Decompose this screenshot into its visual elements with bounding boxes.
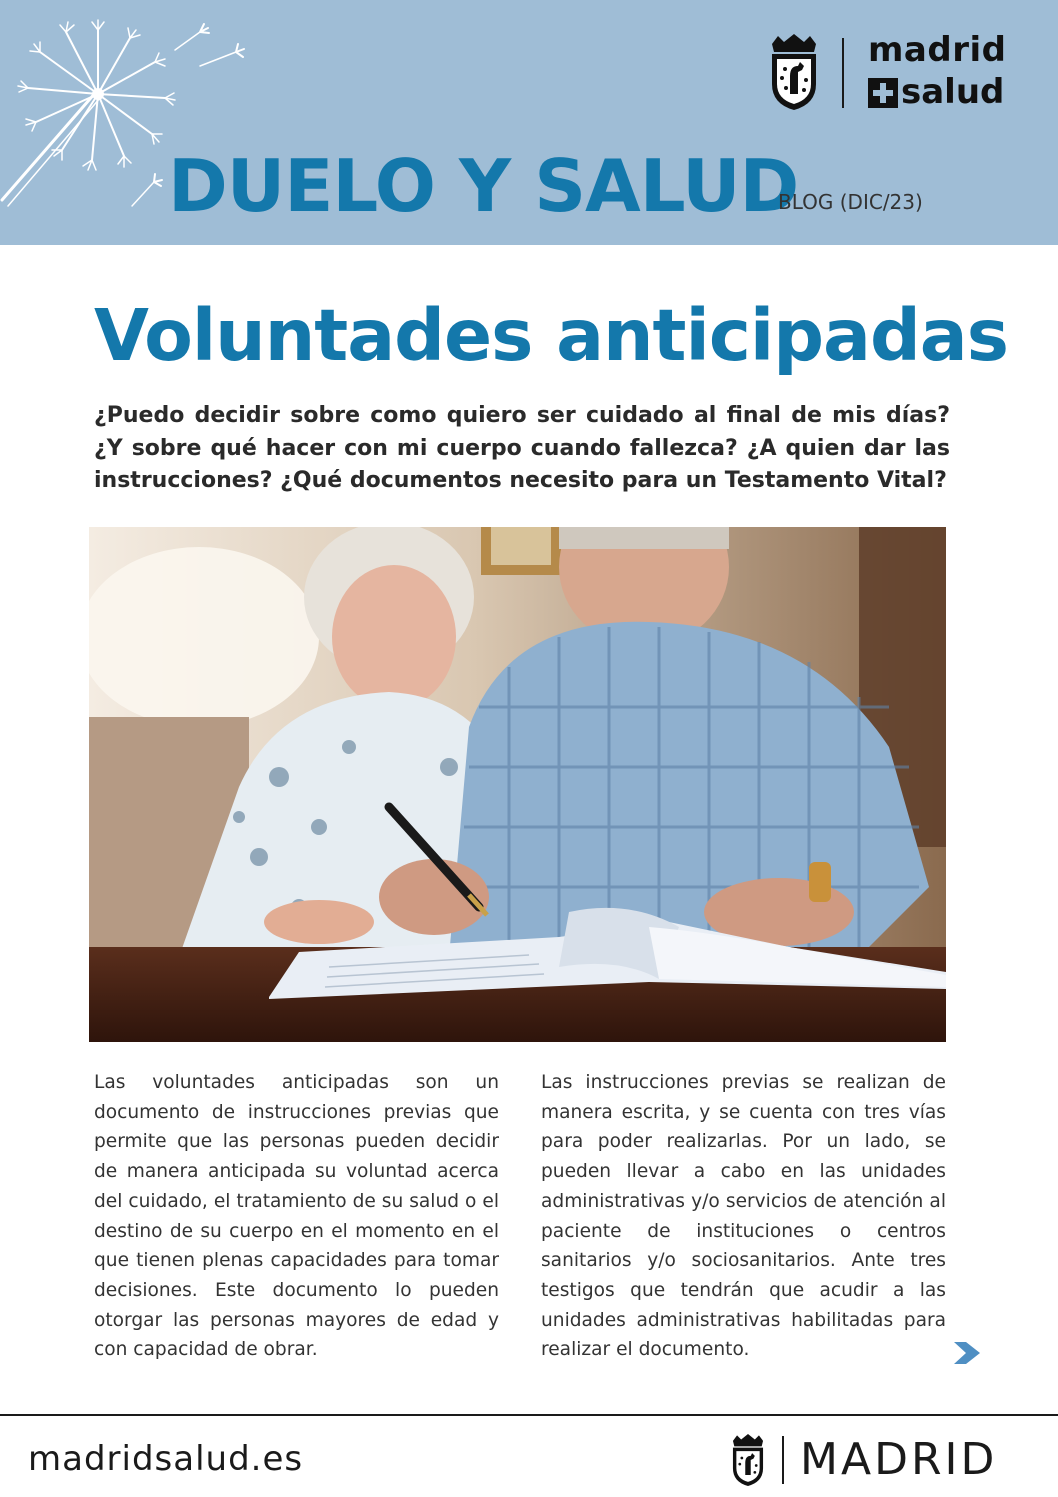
article-body-right: Las instrucciones previas se realizan de manera escrita, y se cuenta con tres vías para poder realizarlas. Por un lado, se pueden llevar a cabo en las unidades administrativas y/o servicios de atención al paciente de instituciones o centros sanitarios y/o sociosanitarios. Ante tres testigos que tendrán que acudir a las unidades administrativas habilitadas para realizar el documento. [541,1072,946,1361]
article-title: Voluntades anticipadas [94,294,1008,377]
brand-subname-text: salud [901,72,1005,112]
brand-name: madrid [868,30,1007,70]
section-title: DUELO Y SALUD [168,144,799,228]
brand-subname [868,72,1004,112]
footer-city-logo: MADRID [800,1434,998,1485]
chevron-right-icon[interactable] [952,1340,982,1366]
footer-website-link[interactable]: madridsalud.es [28,1439,304,1479]
logo-divider [842,38,844,108]
elderly-couple-signing-illustration [89,527,946,1042]
coat-of-arms-icon [730,1434,766,1486]
article-body-left: Las voluntades anticipadas son un documento de instrucciones previas que permite que las personas pueden decidir de manera anticipada su voluntad acerca del cuidado, el tratamiento de su salud o el destino de su cuerpo en el momento en el que tienen plenas capacidades para tomar decisiones. Este documento lo pueden otorgar las personas mayores de edad y con capacidad de obrar. [94,1072,499,1361]
health-cross-icon [868,78,898,108]
footer-divider-line [0,1414,1058,1416]
footer-logo-divider [782,1436,784,1484]
coat-of-arms-icon [768,34,820,110]
header-band [0,0,1058,245]
article-photo [89,527,946,1042]
article-lead: ¿Puedo decidir sobre como quiero ser cuidado al final de mis días? ¿Y sobre qué hacer con mi cuerpo cuando fallezca? ¿A quien dar las instrucciones? ¿Qué documentos necesito para un Testamento Vital? [94,403,950,493]
blog-tag: BLOG (DIC/23) [778,190,923,214]
